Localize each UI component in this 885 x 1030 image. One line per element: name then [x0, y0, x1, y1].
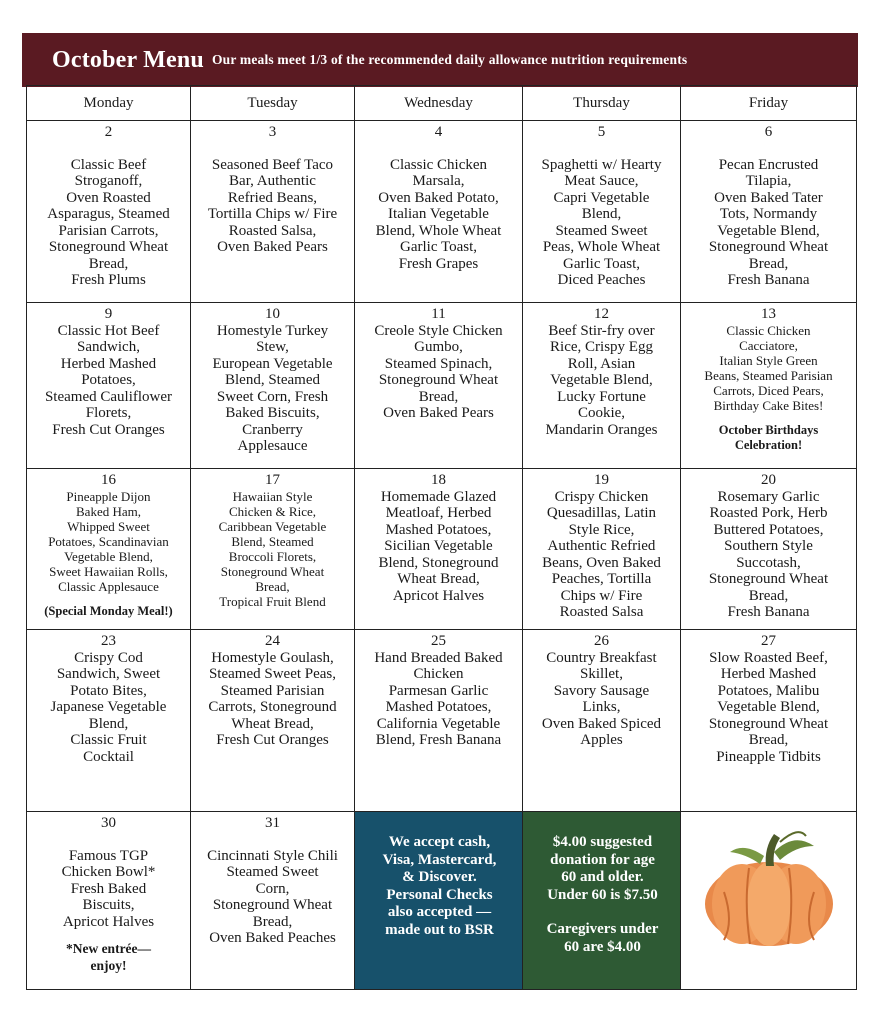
- day-meal: Hand Breaded Baked Chicken Parmesan Garlic Mashed Potatoes, California Vegetable Blend, Fresh Banana: [374, 649, 503, 748]
- day-meal: Homestyle Turkey Stew, European Vegetable Blend, Steamed Sweet Corn, Fresh Baked Biscuits, Cranberry Applesauce: [212, 322, 333, 454]
- day-date: 10: [265, 306, 280, 322]
- day-header-tuesday: Tuesday: [191, 86, 355, 121]
- day-meal: Creole Style Chicken Gumbo, Steamed Spinach, Stoneground Wheat Bread, Oven Baked Pears: [374, 322, 503, 421]
- day-meal: Classic Hot Beef Sandwich, Herbed Mashed Potatoes, Steamed Cauliflower Florets, Fresh Cut Oranges: [44, 322, 173, 438]
- day-meal: Cincinnati Style Chili Steamed Sweet Corn, Stoneground Wheat Bread, Oven Baked Peaches: [207, 847, 338, 946]
- day-date: 31: [265, 815, 280, 831]
- special-meal-note: (Special Monday Meal!): [44, 603, 173, 618]
- day-cell: [355, 469, 523, 630]
- day-cell: [523, 121, 681, 303]
- day-date: 23: [101, 633, 116, 649]
- day-meal: Slow Roasted Beef, Herbed Mashed Potatoes, Malibu Vegetable Blend, Stoneground Wheat Bread, Pineapple Tidbits: [708, 649, 829, 765]
- day-meal: Homestyle Goulash, Steamed Sweet Peas, Steamed Parisian Carrots, Stoneground Wheat Bread, Fresh Cut Oranges: [208, 649, 337, 748]
- week-row-2: [27, 303, 857, 469]
- day-meal: Pineapple Dijon Baked Ham, Whipped Sweet Potatoes, Scandinavian Vegetable Blend, Sweet Hawaiian Rolls, Classic Applesauce: [48, 488, 169, 594]
- week-row-1: [27, 121, 857, 303]
- day-meal: Spaghetti w/ Hearty Meat Sauce, Capri Vegetable Blend, Steamed Sweet Peas, Whole Wheat Garlic Toast, Diced Peaches: [541, 156, 662, 288]
- day-date: 18: [431, 472, 446, 488]
- day-cell: [27, 812, 191, 990]
- day-date: 27: [761, 633, 776, 649]
- day-meal: Hawaiian Style Chicken & Rice, Caribbean Vegetable Blend, Steamed Broccoli Florets, Stoneground Wheat Bread, Tropical Fruit Blend: [218, 488, 327, 609]
- day-cell: [191, 303, 355, 469]
- day-meal: Homemade Glazed Meatloaf, Herbed Mashed Potatoes, Sicilian Vegetable Blend, Stoneground Wheat Bread, Apricot Halves: [378, 488, 499, 604]
- day-date: 4: [434, 124, 443, 140]
- day-date: 9: [104, 306, 113, 322]
- day-cell: [355, 630, 523, 812]
- day-date: 5: [597, 124, 606, 140]
- day-date: 20: [761, 472, 776, 488]
- day-meal: Crispy Cod Sandwich, Sweet Potato Bites, Japanese Vegetable Blend, Classic Fruit Cocktail: [50, 649, 167, 765]
- day-cell: [27, 630, 191, 812]
- day-cell: [191, 469, 355, 630]
- day-date: 12: [594, 306, 609, 322]
- day-meal: Classic Chicken Marsala, Oven Baked Potato, Italian Vegetable Blend, Whole Wheat Garlic Toast, Fresh Grapes: [375, 156, 502, 272]
- payment-info-box: [355, 812, 523, 990]
- day-date: 2: [104, 124, 113, 140]
- day-date: 6: [764, 124, 773, 140]
- day-cell: [191, 812, 355, 990]
- day-meal: Classic Chicken Cacciatore, Italian Style Green Beans, Steamed Parisian Carrots, Diced Pears, Birthday Cake Bites!: [704, 322, 833, 413]
- day-cell: [27, 469, 191, 630]
- week-row-4: [27, 630, 857, 812]
- day-meal: Famous TGP Chicken Bowl* Fresh Baked Biscuits, Apricot Halves: [61, 847, 156, 930]
- donation-info-box: [523, 812, 681, 990]
- menu-banner: [22, 33, 858, 87]
- day-meal: Pecan Encrusted Tilapia, Oven Baked Tater Tots, Normandy Vegetable Blend, Stoneground Wheat Bread, Fresh Banana: [708, 156, 829, 288]
- day-date: 19: [594, 472, 609, 488]
- day-meal: Seasoned Beef Taco Bar, Authentic Refried Beans, Tortilla Chips w/ Fire Roasted Salsa, Oven Baked Pears: [207, 156, 338, 255]
- pumpkin-cell: [681, 812, 857, 990]
- weekday-header-row: [27, 86, 857, 121]
- day-cell: [681, 121, 857, 303]
- day-header-wednesday: Wednesday: [355, 86, 523, 121]
- day-header-monday: Monday: [27, 86, 191, 121]
- week-row-3: [27, 469, 857, 630]
- day-meal: Classic Beef Stroganoff, Oven Roasted Asparagus, Steamed Parisian Carrots, Stoneground Wheat Bread, Fresh Plums: [47, 156, 170, 288]
- day-cell: [681, 303, 857, 469]
- day-header-friday: Friday: [681, 86, 857, 121]
- day-header-thursday: Thursday: [523, 86, 681, 121]
- menu-title: October Menu: [52, 46, 204, 73]
- day-date: 3: [268, 124, 277, 140]
- payment-info-text: We accept cash, Visa, Mastercard, & Discover. Personal Checks also accepted — made out to BSR: [382, 834, 497, 938]
- day-date: 24: [265, 633, 280, 649]
- day-date: 25: [431, 633, 446, 649]
- day-cell: [355, 303, 523, 469]
- day-cell: [355, 121, 523, 303]
- birthday-note: October Birthdays Celebration!: [718, 422, 819, 452]
- day-meal: Beef Stir-fry over Rice, Crispy Egg Roll, Asian Vegetable Blend, Lucky Fortune Cookie, Mandarin Oranges: [545, 322, 658, 438]
- day-date: 17: [265, 472, 280, 488]
- day-cell: [523, 303, 681, 469]
- day-date: 11: [431, 306, 446, 322]
- day-cell: [523, 469, 681, 630]
- menu-table: [26, 85, 857, 990]
- caregivers-text: Caregivers under 60 are $4.00: [546, 921, 659, 955]
- day-meal: Country Breakfast Skillet, Savory Sausage Links, Oven Baked Spiced Apples: [541, 649, 662, 748]
- day-cell: [27, 303, 191, 469]
- day-cell: [523, 630, 681, 812]
- day-date: 13: [761, 306, 776, 322]
- day-cell: [191, 630, 355, 812]
- menu-subtitle: Our meals meet 1/3 of the recommended daily allowance nutrition requirements: [211, 52, 688, 67]
- day-cell: [681, 630, 857, 812]
- week-row-5: [27, 812, 857, 990]
- day-date: 16: [101, 472, 116, 488]
- day-meal: Crispy Chicken Quesadillas, Latin Style Rice, Authentic Refried Beans, Oven Baked Peaches, Tortilla Chips w/ Fire Roasted Salsa: [542, 488, 661, 620]
- donation-text: $4.00 suggested donation for age 60 and older. Under 60 is $7.50: [547, 834, 658, 903]
- day-cell: [681, 469, 857, 630]
- day-cell: [27, 121, 191, 303]
- new-entree-note: *New entrée— enjoy!: [65, 941, 152, 973]
- day-cell: [191, 121, 355, 303]
- day-date: 26: [594, 633, 609, 649]
- day-meal: Rosemary Garlic Roasted Pork, Herb Buttered Potatoes, Southern Style Succotash, Stoneground Wheat Bread, Fresh Banana: [708, 488, 829, 620]
- pumpkin-icon: [694, 812, 844, 952]
- day-date: 30: [101, 815, 116, 831]
